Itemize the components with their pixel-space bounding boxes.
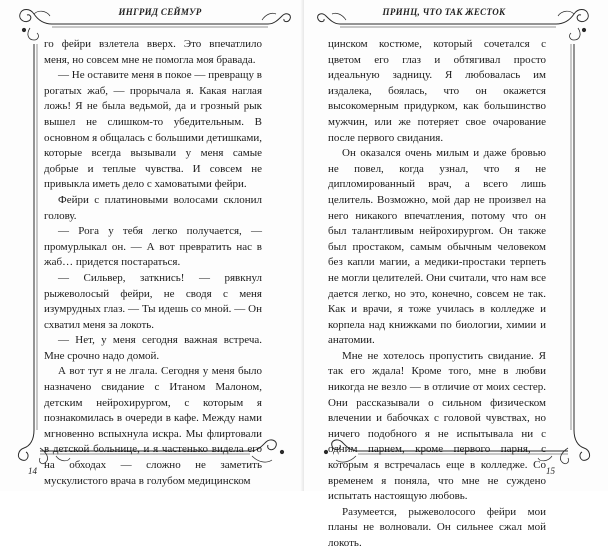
right-page [304, 0, 608, 549]
left-page-text [44, 37, 262, 489]
paragraph: цинском костюме, который сочетался с цветом его глаз и обтягивал просто идеальную задницу. Я любовалась им издалека, боялась, что он окажется высокомерным придурком, как большинство мужчин, или же потеряет свое очарование после первого свидания. [328, 38, 546, 144]
right-running-head: ПРИНЦ, ЧТО ТАК ЖЕСТОК [382, 7, 506, 17]
paragraph: Он оказался очень милым и даже бровью не повел, когда узнал, что я не дипломированный врач, а всего лишь целитель. Возможно, мой дар не произвел на него никакого впечатления, потому что он был талантливым нейрохирургом. Он также был простаком, самым обычным человеком без капли магии, а медики-простаки терпеть не могли целителей. Они считали, что нам все дается легко, но это, конечно, совсем не так. Как и врачи, я тоже училась в колледже и корпела над книжками по биологии, химии и анатомии. [328, 147, 546, 347]
paragraph: — Нет, у меня сегодня важная встреча. Мне срочно надо домой. [44, 334, 262, 362]
right-page-number: 15 [546, 466, 555, 476]
paragraph: Мне не хотелось пропустить свидание. Я так его ждала! Кроме того, мне в любви никогда не везло — в отличие от моих сестер. Они рассказывали о сильном физическом влечении и бабочках с головой чувствах, но ничего подобного я не испытывала ни с одним парнем, кроме первого парня, с которым я встречалась еще в колледже. Со временем я поняла, что мне не суждено испытать настоящую любовь. [328, 349, 546, 503]
paragraph: Разумеется, рыжеволосого фейри мои планы не волновали. Он сильнее сжал мой локоть. [328, 505, 546, 549]
paragraph: го фейри взлетела вверх. Это впечатлило меня, но совсем мне не помогла моя бравада. [44, 38, 262, 66]
paragraph: — Сильвер, заткнись! — рявкнул рыжеволосый фейри, не сводя с меня изумрудных глаз. — Ты идешь со мной. — Он схватил меня за локоть. [44, 271, 262, 331]
paragraph: — Не оставите меня в покое — превращу в рогатых жаб, — прорычала я. Какая наглая ложь! Я не была ведьмой, да и грозный рык вышел не слишком-то убедительным. В основном я общалась с большими детишками, которые всегда вызывали у меня самые добрые и теплые чувства. И совсем не привыкла иметь дело с хамоватыми фейри. [44, 69, 262, 191]
left-running-head: ИНГРИД СЕЙМУР [118, 7, 202, 17]
paragraph: — Рога у тебя легко получается, — промурлыкал он. — А вот превратить нас в жаб… придется постараться. [44, 225, 262, 269]
paragraph: Фейри с платиновыми волосами склонил голову. [44, 193, 262, 222]
left-page [0, 0, 304, 491]
right-page-text [328, 37, 546, 552]
left-page-number: 14 [28, 466, 37, 476]
paragraph: А вот тут я не лгала. Сегодня у меня было назначено свидание с Итаном Малоном, детским нейрохирургом, с которым я познакомилась в очереди в кафе. Между нами мгновенно вспыхнула искра. Мы флиртовали в детской больнице, и я частенько видела его на обходах — сложно не заметить мускулистого врача в голубом медицинском [44, 365, 262, 487]
